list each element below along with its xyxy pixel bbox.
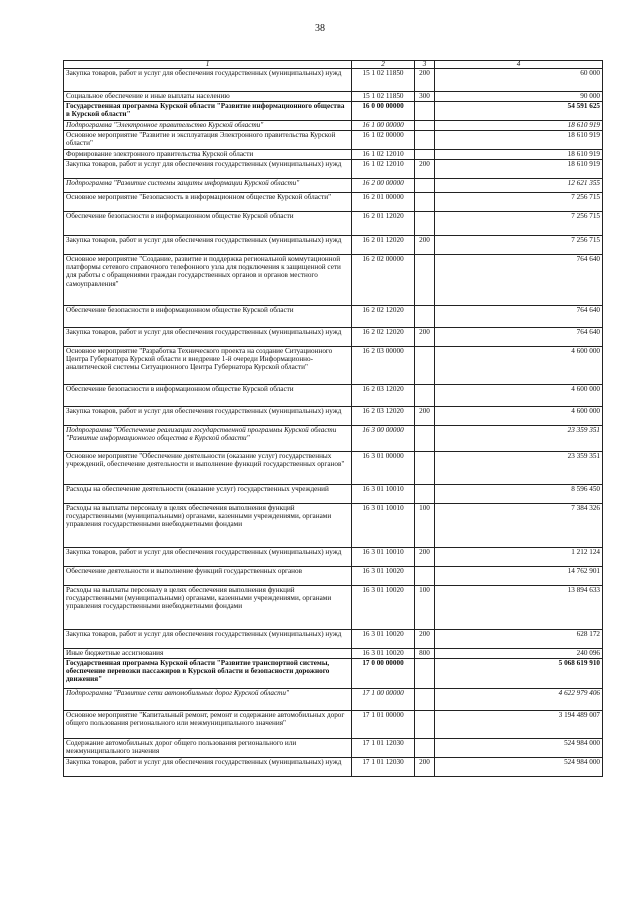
row-amount: 628 172 (435, 630, 603, 649)
table-row (64, 306, 603, 328)
table-row (64, 102, 603, 121)
row-name: Закупка товаров, работ и услуг для обеспечения государственных (муниципальных) нужд (64, 407, 352, 426)
column-number: 1 (64, 61, 352, 69)
table-row (64, 407, 603, 426)
row-code: 16 2 01 12020 (352, 236, 415, 255)
row-amount: 8 596 450 (435, 485, 603, 504)
table-header (64, 61, 603, 69)
row-code: 17 0 00 00000 (352, 659, 415, 689)
row-name: Закупка товаров, работ и услуг для обеспечения государственных (муниципальных) нужд (64, 630, 352, 649)
row-amount: 5 068 619 910 (435, 659, 603, 689)
row-code: 15 1 02 11850 (352, 69, 415, 92)
column-number-row (64, 61, 603, 69)
row-amount: 18 610 919 (435, 121, 603, 131)
row-amount: 4 600 000 (435, 347, 603, 385)
row-expense-type (415, 131, 435, 150)
row-expense-type (415, 150, 435, 160)
table-row (64, 689, 603, 711)
row-name: Закупка товаров, работ и услуг для обеспечения государственных (муниципальных) нужд (64, 758, 352, 777)
row-amount: 240 096 (435, 649, 603, 659)
row-expense-type (415, 306, 435, 328)
row-name: Закупка товаров, работ и услуг для обеспечения государственных (муниципальных) нужд (64, 160, 352, 179)
row-name: Расходы на обеспечение деятельности (оказание услуг) государственных учреждений (64, 485, 352, 504)
row-amount: 7 256 715 (435, 193, 603, 212)
row-name: Расходы на выплаты персоналу в целях обеспечения выполнения функций государственными (муниципальными) органами, казенными учреждениями, органами управления государственными внебюджетными фондами (64, 504, 352, 548)
row-expense-type: 200 (415, 328, 435, 347)
table-row (64, 160, 603, 179)
row-expense-type (415, 689, 435, 711)
row-code: 16 3 01 10020 (352, 630, 415, 649)
row-expense-type (415, 212, 435, 236)
table-row (64, 739, 603, 758)
row-amount: 54 591 625 (435, 102, 603, 121)
row-name: Основное мероприятие "Развитие и эксплуатация Электронного правительства Курской области" (64, 131, 352, 150)
row-amount: 18 610 919 (435, 150, 603, 160)
table-row (64, 92, 603, 102)
row-code: 16 2 02 12020 (352, 306, 415, 328)
row-name: Социальное обеспечение и иные выплаты населению (64, 92, 352, 102)
row-name: Основное мероприятие "Капитальный ремонт, ремонт и содержание автомобильных дорог общего пользования регионального или межмуниципального значения" (64, 711, 352, 739)
row-code: 16 2 03 00000 (352, 347, 415, 385)
row-code: 16 2 01 12020 (352, 212, 415, 236)
row-expense-type: 200 (415, 236, 435, 255)
row-name: Обеспечение безопасности в информационном обществе Курской области (64, 306, 352, 328)
column-number: 4 (435, 61, 603, 69)
row-code: 16 2 00 00000 (352, 179, 415, 193)
row-amount: 14 762 901 (435, 567, 603, 586)
row-code: 16 3 01 10010 (352, 485, 415, 504)
row-code: 16 2 02 12020 (352, 328, 415, 347)
table-row (64, 255, 603, 306)
row-expense-type: 200 (415, 160, 435, 179)
table-row (64, 659, 603, 689)
row-expense-type: 200 (415, 69, 435, 92)
row-amount: 764 640 (435, 306, 603, 328)
row-amount: 23 359 351 (435, 426, 603, 452)
table-row (64, 649, 603, 659)
row-amount: 23 359 351 (435, 452, 603, 485)
row-expense-type: 100 (415, 586, 435, 630)
row-amount: 524 984 000 (435, 739, 603, 758)
budget-table (63, 60, 603, 777)
table-row (64, 179, 603, 193)
row-expense-type (415, 193, 435, 212)
table-row (64, 69, 603, 92)
row-code: 16 3 00 00000 (352, 426, 415, 452)
row-code: 16 2 03 12020 (352, 385, 415, 407)
row-code: 16 0 00 00000 (352, 102, 415, 121)
table-row (64, 212, 603, 236)
table-body (64, 69, 603, 777)
row-expense-type (415, 711, 435, 739)
row-name: Государственная программа Курской области "Развитие информационного общества в Курской области" (64, 102, 352, 121)
row-name: Подпрограмма "Развитие сети автомобильных дорог Курской области" (64, 689, 352, 711)
row-name: Подпрограмма "Электронное правительство Курской области" (64, 121, 352, 131)
row-code: 16 1 00 00000 (352, 121, 415, 131)
row-name: Обеспечение безопасности в информационном обществе Курской области (64, 212, 352, 236)
table-row (64, 452, 603, 485)
row-expense-type: 200 (415, 630, 435, 649)
row-amount: 90 000 (435, 92, 603, 102)
row-name: Расходы на выплаты персоналу в целях обеспечения выполнения функций государственными (муниципальными) органами, казенными учреждениями, органами управления государственными внебюджетными фондами (64, 586, 352, 630)
row-name: Формирование электронного правительства Курской области (64, 150, 352, 160)
row-expense-type (415, 255, 435, 306)
row-amount: 4 622 979 406 (435, 689, 603, 711)
row-expense-type (415, 426, 435, 452)
row-code: 16 3 01 10020 (352, 567, 415, 586)
row-name: Основное мероприятие "Разработка Технического проекта на создание Ситуационного Центра Губернатора Курской области и внедрение 1-й очереди Информационно-аналитической системы Ситуационного Центра Губернатора Курской области" (64, 347, 352, 385)
row-expense-type (415, 179, 435, 193)
table-row (64, 328, 603, 347)
row-code: 16 2 02 00000 (352, 255, 415, 306)
row-amount: 12 621 355 (435, 179, 603, 193)
row-name: Основное мероприятие "Обеспечение деятельности (оказание услуг) государственных учреждений, обеспечение деятельности и выполнение функций государственных органов" (64, 452, 352, 485)
row-expense-type (415, 347, 435, 385)
row-name: Основное мероприятие "Безопасность в информационном обществе Курской области" (64, 193, 352, 212)
row-expense-type (415, 385, 435, 407)
row-expense-type: 100 (415, 504, 435, 548)
row-expense-type (415, 121, 435, 131)
row-name: Содержание автомобильных дорог общего пользования регионального или межмуниципального значения (64, 739, 352, 758)
row-code: 17 1 01 12030 (352, 758, 415, 777)
row-code: 17 1 01 12030 (352, 739, 415, 758)
row-code: 16 3 01 10020 (352, 586, 415, 630)
row-amount: 13 894 633 (435, 586, 603, 630)
row-name: Подпрограмма "Обеспечение реализации государственной программы Курской области "Развитие информационного общества в Курской области" (64, 426, 352, 452)
row-expense-type (415, 567, 435, 586)
row-name: Закупка товаров, работ и услуг для обеспечения государственных (муниципальных) нужд (64, 236, 352, 255)
row-name: Закупка товаров, работ и услуг для обеспечения государственных (муниципальных) нужд (64, 328, 352, 347)
row-amount: 18 610 919 (435, 160, 603, 179)
row-expense-type (415, 485, 435, 504)
row-name: Иные бюджетные ассигнования (64, 649, 352, 659)
row-name: Обеспечение деятельности и выполнение функций государственных органов (64, 567, 352, 586)
row-code: 16 1 02 12010 (352, 160, 415, 179)
row-expense-type: 200 (415, 758, 435, 777)
column-number: 3 (415, 61, 435, 69)
row-name: Государственная программа Курской области "Развитие транспортной системы, обеспечение перевозки пассажиров в Курской области и безопасности дорожного движения" (64, 659, 352, 689)
table-row (64, 630, 603, 649)
row-code: 17 1 01 00000 (352, 711, 415, 739)
row-code: 15 1 02 11850 (352, 92, 415, 102)
row-amount: 7 384 326 (435, 504, 603, 548)
row-amount: 7 256 715 (435, 236, 603, 255)
row-code: 17 1 00 00000 (352, 689, 415, 711)
table-row (64, 150, 603, 160)
row-code: 16 3 01 10020 (352, 649, 415, 659)
row-amount: 7 256 715 (435, 212, 603, 236)
table-row (64, 586, 603, 630)
row-amount: 18 610 919 (435, 131, 603, 150)
table-row (64, 426, 603, 452)
row-name: Основное мероприятие "Создание, развитие и поддержка региональной коммутационной платформы сетевого справочного телефонного узла для подключения к защищенной сети для работы с обращениями граждан государственных органов и органов местного самоуправления" (64, 255, 352, 306)
table-row (64, 758, 603, 777)
table-row (64, 193, 603, 212)
row-expense-type (415, 739, 435, 758)
row-amount: 3 194 489 007 (435, 711, 603, 739)
row-name: Обеспечение безопасности в информационном обществе Курской области (64, 385, 352, 407)
row-code: 16 3 01 10010 (352, 504, 415, 548)
page-number: 38 (315, 23, 325, 34)
table-row (64, 548, 603, 567)
row-code: 16 1 02 00000 (352, 131, 415, 150)
row-expense-type: 200 (415, 548, 435, 567)
row-code: 16 3 01 10010 (352, 548, 415, 567)
table-row (64, 567, 603, 586)
table-row (64, 711, 603, 739)
row-expense-type: 200 (415, 407, 435, 426)
row-code: 16 1 02 12010 (352, 150, 415, 160)
row-expense-type (415, 452, 435, 485)
table-row (64, 347, 603, 385)
row-name: Закупка товаров, работ и услуг для обеспечения государственных (муниципальных) нужд (64, 69, 352, 92)
row-amount: 4 600 000 (435, 385, 603, 407)
row-amount: 1 212 124 (435, 548, 603, 567)
row-expense-type: 300 (415, 92, 435, 102)
table-row (64, 236, 603, 255)
table-row (64, 121, 603, 131)
row-amount: 524 984 000 (435, 758, 603, 777)
row-expense-type (415, 102, 435, 121)
row-amount: 764 640 (435, 255, 603, 306)
table-row (64, 504, 603, 548)
row-code: 16 2 03 12020 (352, 407, 415, 426)
row-code: 16 2 01 00000 (352, 193, 415, 212)
table-row (64, 131, 603, 150)
table-row (64, 485, 603, 504)
row-name: Подпрограмма "Развитие системы защиты информации Курской области" (64, 179, 352, 193)
table-row (64, 385, 603, 407)
column-number: 2 (352, 61, 415, 69)
row-expense-type (415, 659, 435, 689)
row-expense-type: 800 (415, 649, 435, 659)
row-amount: 764 640 (435, 328, 603, 347)
row-amount: 60 000 (435, 69, 603, 92)
row-amount: 4 600 000 (435, 407, 603, 426)
row-code: 16 3 01 00000 (352, 452, 415, 485)
row-name: Закупка товаров, работ и услуг для обеспечения государственных (муниципальных) нужд (64, 548, 352, 567)
